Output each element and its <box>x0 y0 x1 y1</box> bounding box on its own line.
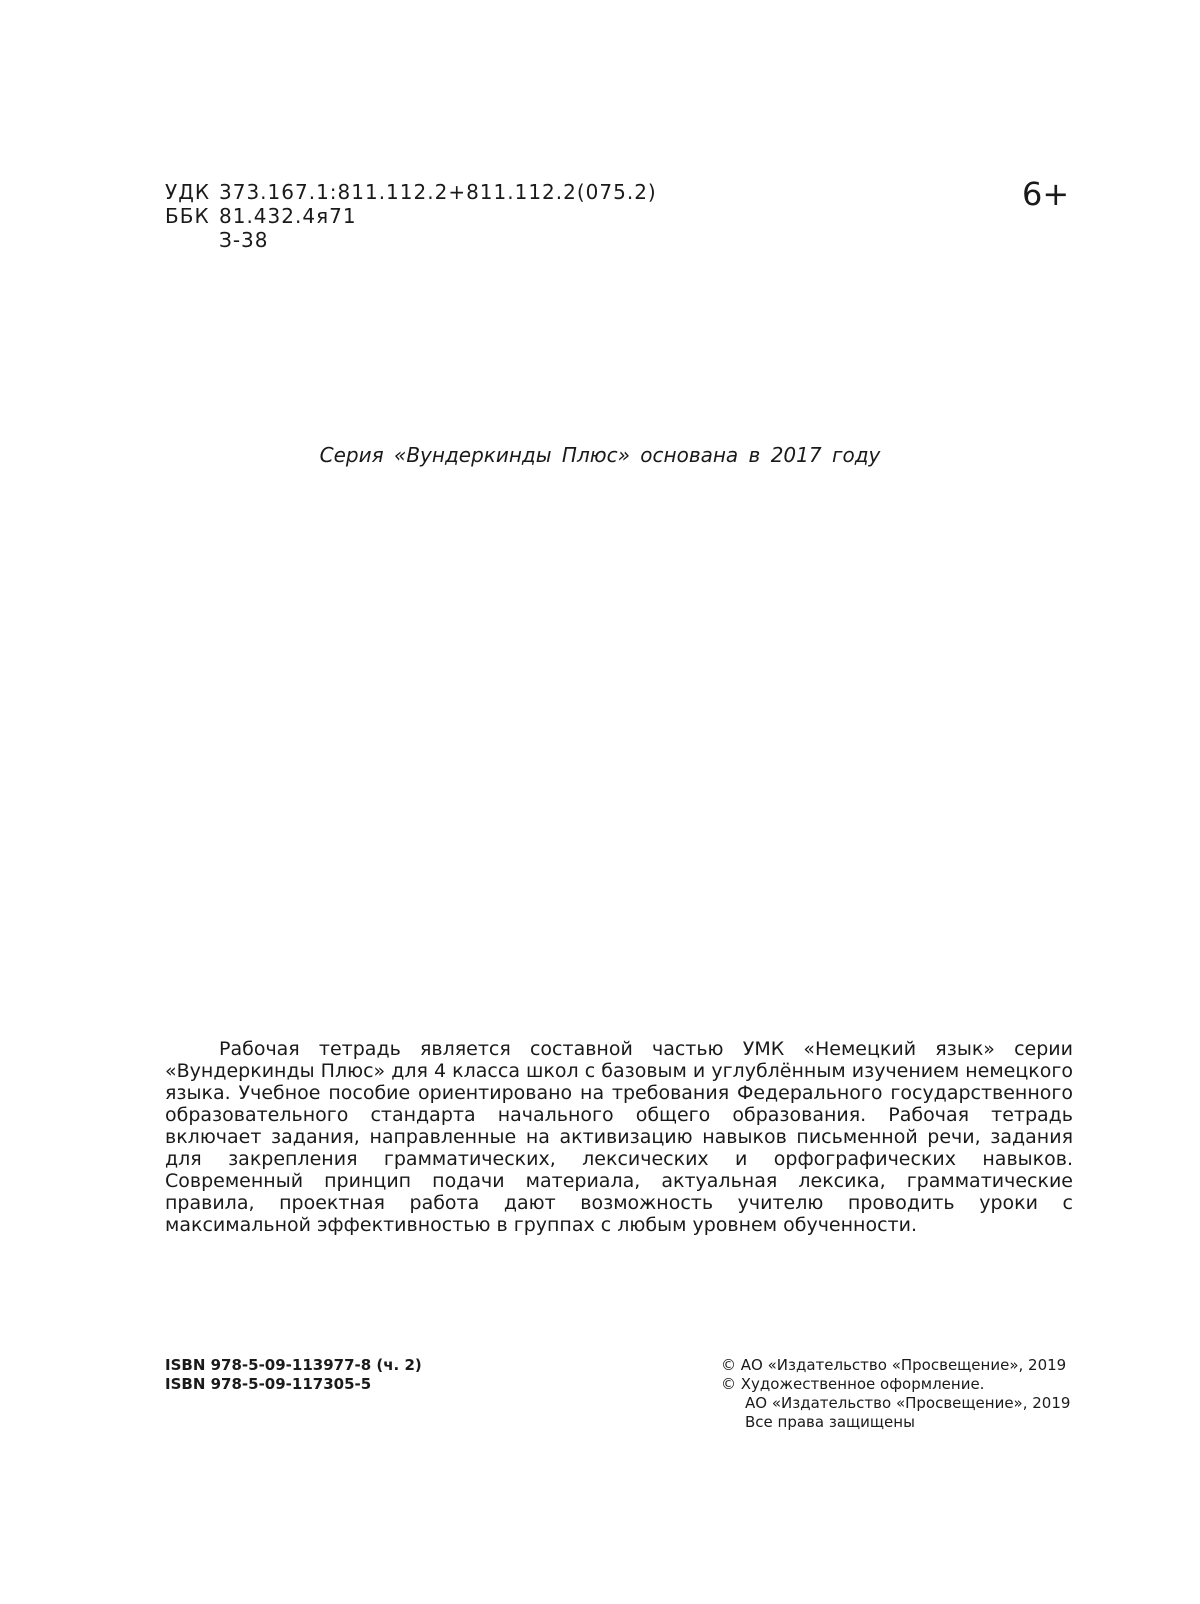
rights-reserved: Все права защищены <box>745 1413 915 1431</box>
bbk-label: ББК <box>165 204 210 228</box>
bbk-row <box>165 204 657 228</box>
copyright-line: © Художественное оформление. <box>721 1375 985 1393</box>
isbn-line: ISBN 978-5-09-117305-5 <box>165 1375 372 1393</box>
udk-row <box>165 180 657 204</box>
udk-value: 373.167.1:811.112.2+811.112.2(075.2) <box>219 180 657 204</box>
annotation-paragraph: Рабочая тетрадь является составной частью УМК «Немецкий язык» серии «Вундеркинды Плюс» для 4 класса школ с базовым и углублённым изучением немецкого языка. Учебное пособие ориентировано на требования Федерального государственного образовательного стандарта начального общего образования. Рабочая тетрадь включает задания, направленные на активизацию навыков письменной речи, задания для закрепления грамматических, лексических и орфографических навыков. Современный принцип подачи материала, актуальная лексика, грамматические правила, проектная работа дают возможность учителю проводить уроки с максимальной эффективностью в группах с любым уровнем обученности. <box>165 1038 1073 1236</box>
classification-codes <box>165 180 657 252</box>
author-mark-row <box>165 228 657 252</box>
author-mark: З-38 <box>219 228 269 252</box>
udk-label: УДК <box>165 180 211 204</box>
isbn-line: ISBN 978-5-09-113977-8 (ч. 2) <box>165 1356 422 1374</box>
copyright-line: АО «Издательство «Просвещение», 2019 <box>745 1394 1071 1412</box>
isbn-block <box>165 1356 422 1394</box>
bbk-value: 81.432.4я71 <box>219 204 357 228</box>
age-rating: 6+ <box>1022 175 1070 213</box>
copyright-block <box>721 1356 1070 1432</box>
copyright-line: © АО «Издательство «Просвещение», 2019 <box>721 1356 1067 1374</box>
series-note: Серия «Вундеркинды Плюс» основана в 2017 году <box>319 443 881 467</box>
